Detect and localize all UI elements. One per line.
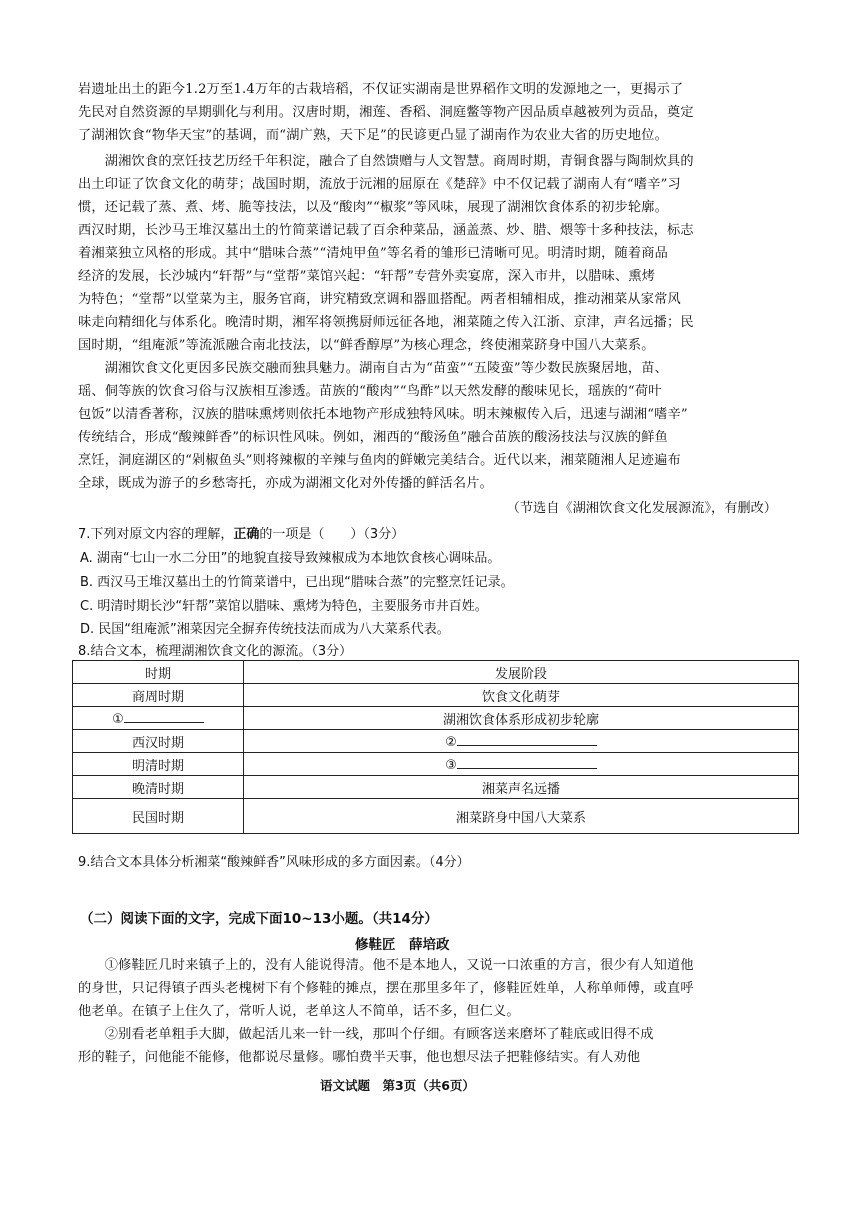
development-table [72,660,799,834]
passage-line: 传统结合，形成“酸辣鲜香”的标识性风味。例如，湘西的“酸汤鱼”融合苗族的酸汤技法与汉族的鲜鱼 [78,430,669,445]
passage-paragraph-2 [78,150,790,357]
passage-line: 全球，既成为游子的乡愁寄托，亦成为湖湘文化对外传播的鲜活名片。 [78,476,494,491]
answer-blank-3[interactable] [457,756,597,769]
question-7-option-a: A. 湖南“七山一水二分田”的地貌直接导致辣椒成为本地饮食核心调味品。 [80,551,501,566]
question-7-stem-pre: 7.下列对原文内容的理解， [78,527,234,542]
table-row [73,753,799,776]
passage-paragraph-1 [78,78,790,147]
table-cell-stage: 饮食文化萌芽 [244,684,799,707]
passage-line: 经济的发展，长沙城内“轩帮”与“堂帮”菜馆兴起：“轩帮”专营外卖宴席，深入市井，以腊味、熏烤 [78,269,656,284]
table-header-stage: 发展阶段 [244,661,799,684]
story-line: 形的鞋子，问他能不能修，他都说尽量修。哪怕费半天事，他也想尽法子把鞋修结实。有人劝他 [78,1050,641,1065]
passage-line: 出土印证了饮食文化的萌芽；战国时期，流放于沅湘的屈原在《楚辞》中不仅记载了湖南人有“嗜辛”习 [78,177,681,192]
passage-line: 着湘菜独立风格的形成。其中“腊味合蒸”“清炖甲鱼”等名肴的雏形已清晰可见。明清时期，随着商品 [78,246,669,261]
table-row [73,776,799,799]
story-line: ①修鞋匠几时来镇子上的，没有人能说得清。他不是本地人，又说一口浓重的方言，很少有人知道他 [78,958,694,973]
passage-line: 烹饪，洞庭湖区的“剁椒鱼头”则将辣椒的辛辣与鱼肉的鲜嫩完美结合。近代以来，湘菜随湘人足迹遍布 [78,453,681,468]
table-row [73,730,799,753]
passage-line: 湖湘饮食的烹饪技艺历经千年积淀，融合了自然馈赠与人文智慧。商周时期，青铜食器与陶制炊具的 [78,154,694,169]
table-row [73,684,799,707]
table-cell-period: 明清时期 [73,753,244,776]
story-line: 的身世，只记得镇子西头老槐树下有个修鞋的摊点，摆在那里多年了，修鞋匠姓单，人称单师傅，或直呼 [78,981,694,996]
question-7-option-d: D. 民国“组庵派”湘菜因完全摒弃传统技法而成为八大菜系代表。 [80,622,450,637]
answer-blank-1[interactable] [124,710,204,723]
question-7-stem [78,523,404,542]
passage-source: （节选自《湖湘饮食文化发展源流》，有删改） [506,501,777,516]
story-title: 修鞋匠 薛培政 [355,937,450,953]
question-7-stem-post: 的一项是（ ）（3分） [259,527,405,542]
passage-line: 瑶、侗等族的饮食习俗与汉族相互渗透。苗族的“酸肉”“鸟酢”以天然发酵的酸味见长，瑶族的“荷叶 [78,384,662,399]
table-cell-stage-blank[interactable] [244,730,799,753]
table-cell-period: 晚清时期 [73,776,244,799]
blank-marker-3: ③ [445,757,457,773]
passage-line: 国时期，“组庵派”等流派融合南北技法，以“鲜香醇厚”为核心理念，终使湘菜跻身中国八大菜系。 [78,338,655,353]
table-cell-stage: 湘菜声名远播 [244,776,799,799]
answer-blank-2[interactable] [457,733,597,746]
page-footer: 语文试题 第3页（共6页） [320,1078,475,1093]
passage-line: 包饭”以清香著称，汉族的腊味熏烤则依托本地物产形成独特风味。明末辣椒传入后，迅速与湖湘“嗜辛” [78,407,688,422]
question-7-option-b: B. 西汉马王堆汉墓出土的竹简菜谱中，已出现“腊味合蒸”的完整烹饪记录。 [80,575,514,590]
passage-line: 了湖湘饮食“物华天宝”的基调，而“湖广熟，天下足”的民谚更凸显了湖南作为农业大省的历史地位。 [78,128,669,143]
passage-line: 西汉时期，长沙马王堆汉墓出土的竹简菜谱记载了百余种菜品，涵盖蒸、炒、腊、煨等十多种技法，标志 [78,223,694,238]
table-row [73,799,799,834]
passage-line: 味走向精细化与体系化。晚清时期，湘军将领携厨师远征各地，湘菜随之传入江浙、京津，声名远播；民 [78,315,694,330]
question-7-stem-emphasis: 正确 [233,527,260,542]
table-row [73,707,799,730]
passage-line: 为特色；“堂帮”以堂菜为主，服务官商，讲究精致烹调和器皿搭配。两者相辅相成，推动湘菜从家常风 [78,292,681,307]
passage-line: 先民对自然资源的早期驯化与利用。汉唐时期，湘莲、香稻、洞庭鳖等物产因品质卓越被列为贡品，奠定 [78,105,694,120]
blank-marker-1: ① [112,711,124,727]
question-9-stem: 9.结合文本具体分析湘菜“酸辣鲜香”风味形成的多方面因素。（4分） [78,855,470,870]
passage-line: 湖湘饮食文化更因多民族交融而独具魅力。湖南自古为“苗蛮”“五陵蛮”等少数民族聚居地，苗、 [78,361,669,376]
story-line: 他老单。在镇子上住久了，常听人说，老单这人不简单，话不多，但仁义。 [78,1004,520,1019]
blank-marker-2: ② [445,734,457,750]
table-header-row [73,661,799,684]
table-cell-period: 西汉时期 [73,730,244,753]
table-cell-period-blank[interactable] [73,707,244,730]
story-text [78,954,790,1069]
table-cell-stage-blank[interactable] [244,753,799,776]
table-cell-stage: 湘菜跻身中国八大菜系 [244,799,799,834]
passage-line: 惯，还记载了蒸、煮、烤、脆等技法，以及“酸肉”“椒浆”等风味，展现了湖湘饮食体系的初步轮廓。 [78,200,669,215]
table-header-period: 时期 [73,661,244,684]
table-cell-stage: 湖湘饮食体系形成初步轮廓 [244,707,799,730]
passage-line: 岩遗址出土的距今1.2万至1.4万年的古栽培稻，不仅证实湖南是世界稻作文明的发源地之一，更揭示了 [78,82,684,97]
question-7-option-c: C. 明清时期长沙“轩帮”菜馆以腊味、熏烤为特色，主要服务市井百姓。 [80,599,488,614]
section-heading: （二）阅读下面的文字，完成下面10~13小题。（共14分） [80,911,438,927]
table-cell-period: 民国时期 [73,799,244,834]
story-line: ②别看老单粗手大脚，做起活儿来一针一线，那叫个仔细。有顾客送来磨坏了鞋底或旧得不成 [78,1027,654,1042]
question-8-stem: 8.结合文本，梳理湖湘饮食文化的源流。（3分） [78,644,353,659]
table-cell-period: 商周时期 [73,684,244,707]
passage-paragraph-3 [78,357,790,495]
